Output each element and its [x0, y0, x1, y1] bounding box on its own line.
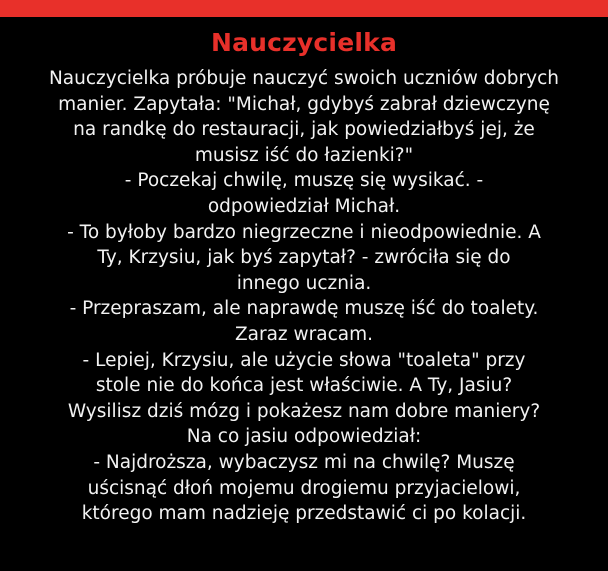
joke-line: stole nie do końca jest właściwie. A Ty, Jasiu? — [95, 375, 513, 397]
joke-line: Wysilisz dziś mózg i pokażesz nam dobre maniery? — [67, 400, 541, 422]
joke-line: Na co jasiu odpowiedział: — [186, 426, 422, 448]
joke-line: - To byłoby bardzo niegrzeczne i nieodpowiednie. A — [67, 221, 541, 243]
joke-line: Zaraz wracam. — [234, 323, 374, 345]
joke-line: Nauczycielka próbuje nauczyć swoich uczniów dobrych — [48, 68, 560, 89]
joke-line: uścisnąć dłoń mojemu drogiemu przyjacielowi, — [87, 477, 521, 499]
joke-line: - Przepraszam, ale naprawdę muszę iść do toalety. — [69, 298, 539, 320]
joke-line: którego mam nadzieję przedstawić ci po kolacji. — [81, 503, 527, 525]
joke-line: manier. Zapytała: "Michał, gdybyś zabrał dziewczynę — [58, 93, 550, 115]
joke-line: odpowiedział Michał. — [207, 195, 401, 217]
accent-bar — [0, 0, 608, 17]
joke-line: na randkę do restauracji, jak powiedziałbyś jej, że — [73, 119, 535, 141]
joke-line: Ty, Krzysiu, jak byś zapytał? - zwróciła się do — [97, 247, 511, 269]
joke-line: musisz iść do łazienki?" — [194, 144, 414, 166]
joke-title: Nauczycielka — [210, 28, 398, 57]
joke-line: - Poczekaj chwilę, muszę się wysikać. - — [124, 170, 484, 192]
joke-line: - Najdroższa, wybaczysz mi na chwilę? Muszę — [93, 451, 515, 473]
joke-line: innego ucznia. — [236, 272, 372, 294]
joke-body — [10, 66, 598, 527]
joke-line: - Lepiej, Krzysiu, ale użycie słowa "toaleta" przy — [82, 349, 526, 371]
